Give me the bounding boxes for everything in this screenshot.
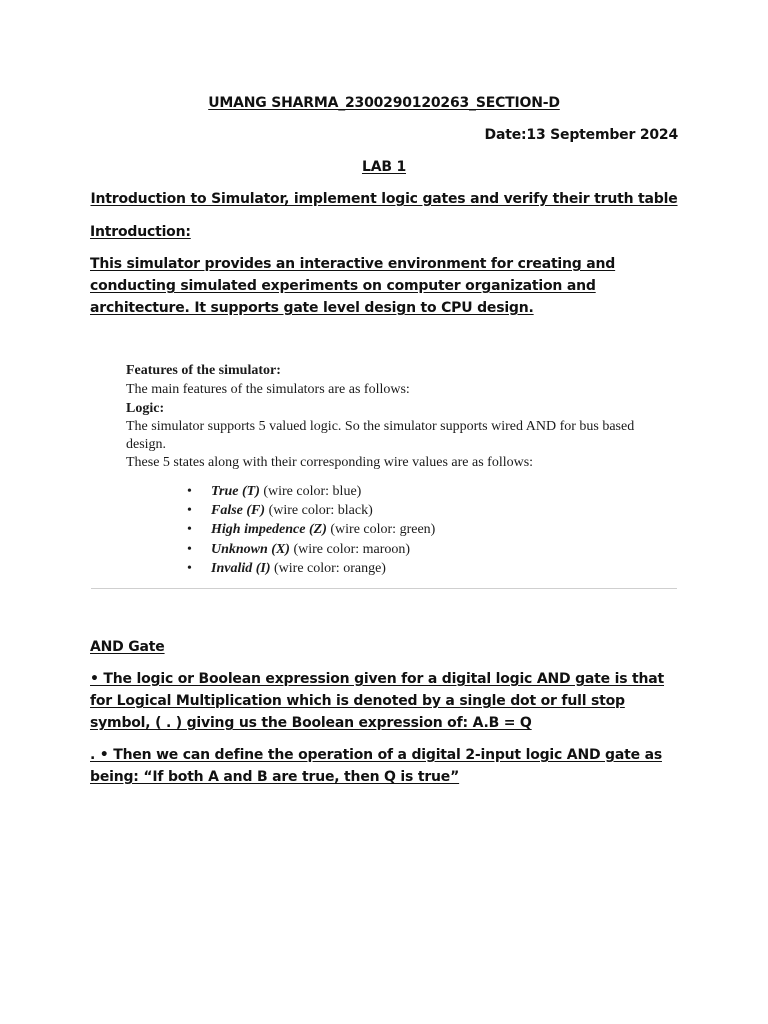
logic-line-1: The simulator supports 5 valued logic. So the simulator supports wired AND for bus based bbox=[126, 419, 635, 434]
bullet-icon: • bbox=[187, 541, 192, 557]
bullet-icon: • bbox=[187, 522, 192, 538]
logic-line-2: design. bbox=[126, 437, 167, 452]
and-gate-heading: AND Gate bbox=[90, 639, 165, 655]
and-gate-text-2: . • Then we can define the operation of a digital 2-input logic AND gate as being: “If both A and B are true, then Q is true” bbox=[90, 747, 662, 785]
list-item bbox=[187, 559, 435, 578]
state-name: True (T) bbox=[211, 484, 260, 499]
features-title: Features of the simulator: bbox=[126, 363, 281, 378]
state-desc: (wire color: maroon) bbox=[289, 541, 411, 557]
list-item bbox=[187, 520, 435, 539]
date-line: Date:13 September 2024 bbox=[484, 127, 678, 143]
state-desc: (wire color: blue) bbox=[259, 484, 362, 499]
author-line: UMANG SHARMA_2300290120263_SECTION-D bbox=[208, 95, 560, 111]
bullet-icon: • bbox=[187, 560, 192, 576]
state-name: False (F) bbox=[211, 503, 266, 519]
state-desc: (wire color: green) bbox=[326, 522, 436, 538]
bullet-icon: • bbox=[187, 503, 192, 519]
lab-title: LAB 1 bbox=[361, 159, 407, 175]
logic-heading: Logic: bbox=[126, 401, 165, 416]
introduction-paragraph bbox=[90, 253, 680, 319]
and-gate-text-1: • The logic or Boolean expression given for a digital logic AND gate is that for Logical Multiplication which is denoted by a single dot or full stop symbol, ( . ) giving us the Boolean expression of: A.B = Q bbox=[90, 671, 665, 731]
features-figure bbox=[91, 358, 677, 589]
state-desc: (wire color: orange) bbox=[270, 560, 386, 576]
lab-subtitle: Introduction to Simulator, implement logic gates and verify their truth table bbox=[90, 191, 678, 207]
list-item bbox=[187, 540, 435, 559]
introduction-heading: Introduction: bbox=[90, 224, 191, 240]
state-desc: (wire color: black) bbox=[265, 503, 373, 519]
states-list bbox=[187, 482, 435, 578]
state-name: Unknown (X) bbox=[211, 541, 290, 557]
features-intro: The main features of the simulators are as follows: bbox=[126, 382, 410, 397]
bullet-icon: • bbox=[187, 484, 192, 499]
and-gate-paragraph-2 bbox=[90, 744, 680, 788]
list-item bbox=[187, 482, 435, 501]
states-intro: These 5 states along with their corresponding wire values are as follows: bbox=[126, 455, 534, 470]
list-item bbox=[187, 501, 435, 520]
state-name: Invalid (I) bbox=[211, 560, 271, 576]
state-name: High impedence (Z) bbox=[211, 522, 327, 538]
and-gate-paragraph-1 bbox=[90, 668, 680, 734]
introduction-text: This simulator provides an interactive environment for creating and conducting simulated experiments on computer organization and architecture. It supports gate level design to CPU design. bbox=[90, 256, 616, 316]
